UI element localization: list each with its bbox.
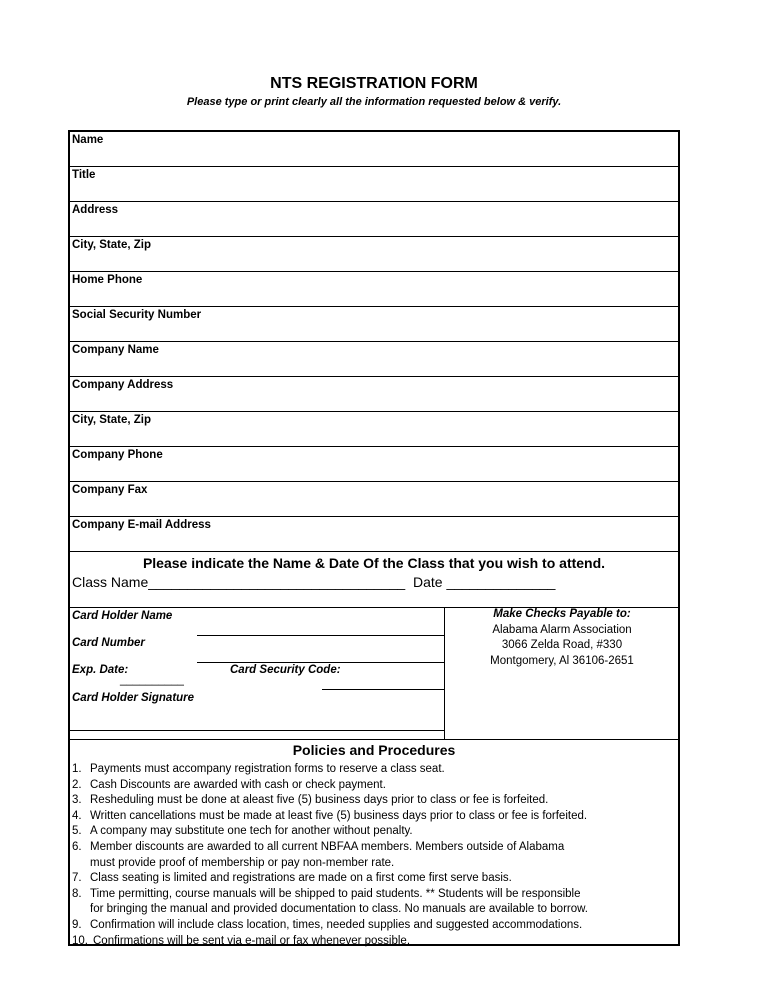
policies-heading: Policies and Procedures	[292, 742, 456, 758]
field-label: Home Phone	[72, 274, 143, 286]
field-label: City, State, Zip	[72, 239, 152, 251]
field-label: Company Phone	[72, 449, 163, 461]
class-section	[70, 551, 678, 608]
list-item	[72, 934, 672, 950]
field-city-state-zip[interactable]	[70, 237, 678, 272]
contact-fields	[70, 132, 678, 552]
field-label: Name	[72, 134, 104, 146]
field-title[interactable]	[70, 167, 678, 202]
field-company-phone[interactable]	[70, 447, 678, 482]
field-ssn[interactable]	[70, 307, 678, 342]
field-label: Company E-mail Address	[72, 519, 211, 531]
item-number: 5.	[72, 825, 82, 838]
policies-list	[72, 762, 672, 949]
policies-section	[70, 739, 678, 947]
card-holder-name-label: Card Holder Name	[72, 610, 173, 622]
payee-city: Montgomery, Al 36106-2651	[490, 654, 634, 667]
field-name[interactable]	[70, 132, 678, 167]
item-number: 2.	[72, 778, 82, 791]
item-number: 9.	[72, 918, 82, 931]
field-company-address[interactable]	[70, 377, 678, 412]
item-number: 8.	[72, 887, 82, 900]
item-text: Written cancellations must be made at least five (5) business days prior to class or fee is forfeited.	[90, 809, 588, 822]
checks-payable	[446, 607, 678, 669]
field-company-city-state-zip[interactable]	[70, 412, 678, 447]
exp-date-label: Exp. Date:	[72, 664, 129, 676]
registration-form-frame	[68, 130, 680, 946]
item-number: 7.	[72, 872, 82, 885]
item-number: 1.	[72, 763, 82, 775]
field-label: Address	[72, 204, 119, 216]
list-item	[72, 840, 672, 871]
field-label: Company Name	[72, 344, 159, 356]
field-label: Social Security Number	[72, 309, 202, 321]
field-company-email[interactable]	[70, 517, 678, 552]
class-heading: Please indicate the Name & Date Of the Class that you wish to attend.	[142, 555, 606, 571]
class-line	[72, 574, 555, 590]
list-item	[72, 871, 672, 887]
list-item	[72, 824, 672, 840]
signature-label: Card Holder Signature	[72, 692, 195, 704]
field-label: Company Fax	[72, 484, 148, 496]
exp-date-input[interactable]: __________	[120, 674, 184, 686]
security-code-label: Card Security Code:	[230, 664, 341, 676]
item-text: Cash Discounts are awarded with cash or check payment.	[90, 778, 386, 791]
checks-heading: Make Checks Payable to:	[493, 608, 631, 620]
item-text: Class seating is limited and registrations are made on a first come first serve basis.	[90, 872, 512, 885]
class-name-label: Class Name	[72, 574, 149, 590]
class-name-input[interactable]: _________________________________	[148, 574, 406, 590]
list-item	[72, 762, 672, 778]
date-input[interactable]: ______________	[446, 574, 556, 590]
signature-input[interactable]	[70, 730, 444, 731]
card-holder-name-input[interactable]	[197, 635, 444, 636]
list-item	[72, 778, 672, 794]
payee-name: Alabama Alarm Association	[492, 623, 632, 636]
item-text: Resheduling must be done at aleast five (5) business days prior to class or fee is forfeited.	[90, 794, 549, 807]
security-code-input[interactable]	[322, 689, 444, 690]
item-text: Time permitting, course manuals will be shipped to paid students. ** Students will be responsible for bringing the manual and provided documentation to class. No manuals are available to borrow.	[90, 887, 588, 916]
list-item	[72, 918, 672, 934]
item-number: 10.	[72, 934, 88, 947]
field-label: City, State, Zip	[72, 414, 152, 426]
form-subtitle: Please type or print clearly all the information requested below & verify.	[186, 96, 562, 108]
item-number: 6.	[72, 840, 82, 853]
field-company-fax[interactable]	[70, 482, 678, 517]
payee-street: 3066 Zelda Road, #330	[501, 639, 623, 651]
item-text: A company may substitute one tech for another without penalty.	[90, 825, 413, 838]
card-number-input[interactable]	[197, 662, 444, 663]
item-number: 3.	[72, 794, 82, 807]
item-text: Member discounts are awarded to all current NBFAA members. Members outside of Alabama must provide proof of membership or pay non-member rate.	[90, 840, 565, 869]
list-item	[72, 809, 672, 825]
card-number-label: Card Number	[72, 637, 145, 649]
field-label: Title	[72, 169, 96, 181]
field-home-phone[interactable]	[70, 272, 678, 307]
item-text: Payments must accompany registration forms to reserve a class seat.	[90, 763, 445, 775]
field-company-name[interactable]	[70, 342, 678, 377]
item-number: 4.	[72, 809, 82, 822]
item-text: Confirmations will be sent via e-mail or fax whenever possible.	[93, 934, 411, 947]
card-details	[70, 607, 445, 739]
date-label: Date	[412, 574, 443, 590]
list-item	[72, 887, 672, 918]
list-item	[72, 793, 672, 809]
item-text: Confirmation will include class location, times, needed supplies and suggested accommodations.	[90, 918, 583, 931]
form-title: NTS REGISTRATION FORM	[270, 75, 478, 92]
field-label: Company Address	[72, 379, 174, 391]
payment-section	[70, 607, 678, 739]
field-address[interactable]	[70, 202, 678, 237]
